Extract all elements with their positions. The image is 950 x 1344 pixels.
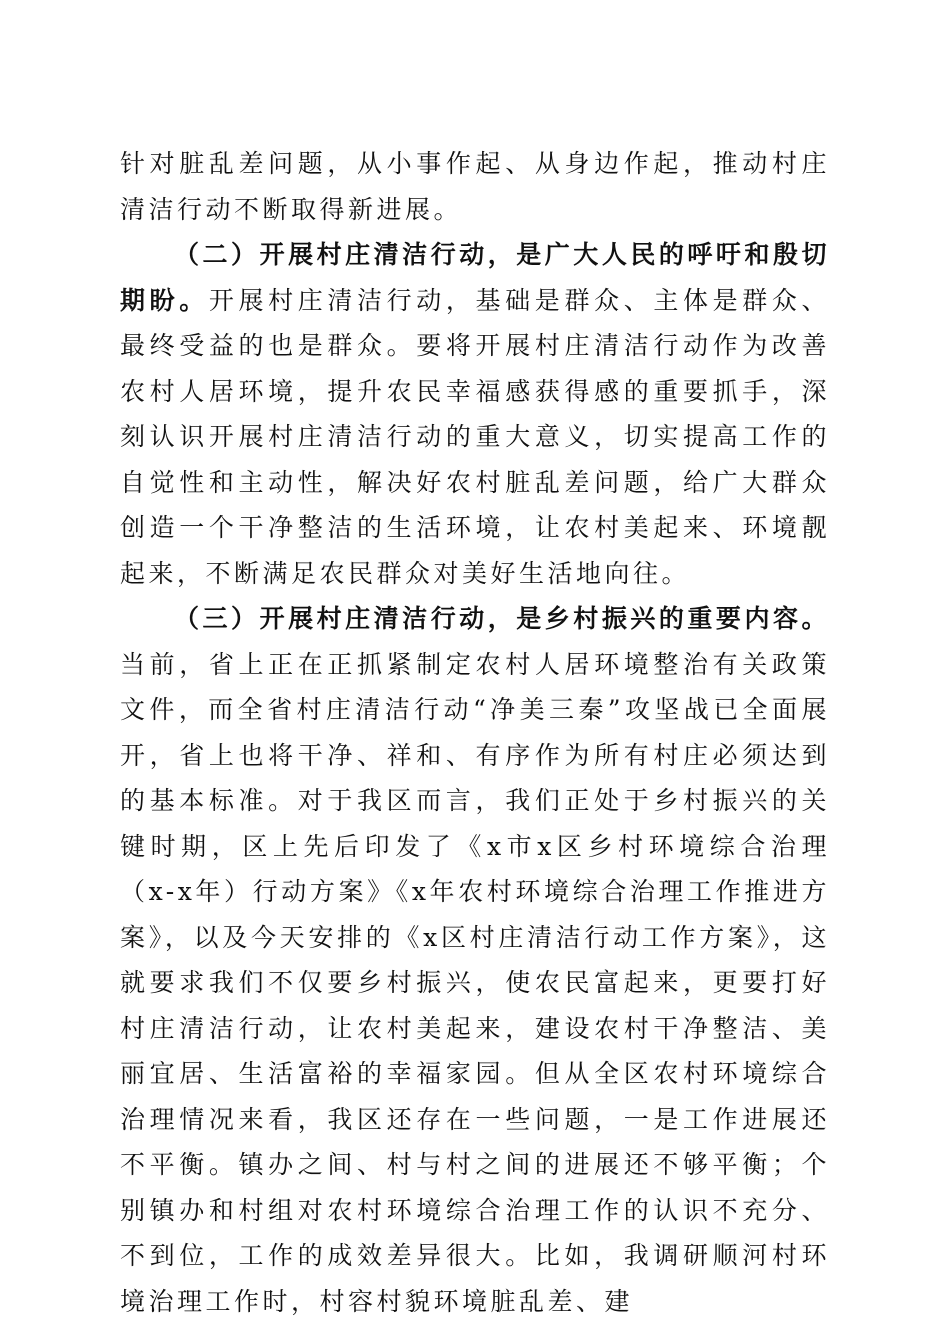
section-3-text: 当前，省上正在正抓紧制定农村人居环境整治有关政策文件，而全省村庄清洁行动“净美三秦”攻坚战已全面展开，省上也将干净、祥和、有序作为所有村庄必须达到的基本标准。对于我区而言，我们正处于乡村振兴的关键时期，区上先后印发了《x市x区乡村环境综合治理（x-x年）行动方案》《x年农村环境综合治理工作推进方案》，以及今天安排的《x区村庄清洁行动工作方案》，这就要求我们不仅要乡村振兴，使农民富起来，更要打好村庄清洁行动，让农村美起来，建设农村干净整洁、美丽宜居、生活富裕的幸福家园。但从全区农村环境综合治理情况来看，我区还存在一些问题，一是工作进展还不平衡。镇办之间、村与村之间的进展还不够平衡；个别镇办和村组对农村环境综合治理工作的认识不充分、不到位，工作的成效差异很大。比如，我调研顺河村环境治理工作时，村容村貌环境脏乱差、建 (120, 649, 830, 1316)
section-2-text: 开展村庄清洁行动，基础是群众、主体是群众、最终受益的也是群众。要将开展村庄清洁行动作为改善农村人居环境，提升农民幸福感获得感的重要抓手，深刻认识开展村庄清洁行动的重大意义，切实提高工作的自觉性和主动性，解决好农村脏乱差问题，给广大群众创造一个干净整洁的生活环境，让农村美起来、环境靓起来，不断满足农民群众对美好生活地向往。 (120, 285, 830, 588)
paragraph-section-3 (120, 596, 830, 1324)
document-body (120, 141, 830, 1324)
section-3-heading: （三）开展村庄清洁行动，是乡村振兴的重要内容。 (174, 604, 830, 633)
paragraph-1-text: 针对脏乱差问题，从小事作起、从身边作起，推动村庄清洁行动不断取得新进展。 (120, 149, 830, 224)
section-2-heading: （二）开展村庄清洁行动，是广大人民的呼吁和殷切期盼。 (120, 240, 830, 315)
paragraph-section-2 (120, 232, 830, 596)
paragraph-continuation (120, 141, 830, 232)
